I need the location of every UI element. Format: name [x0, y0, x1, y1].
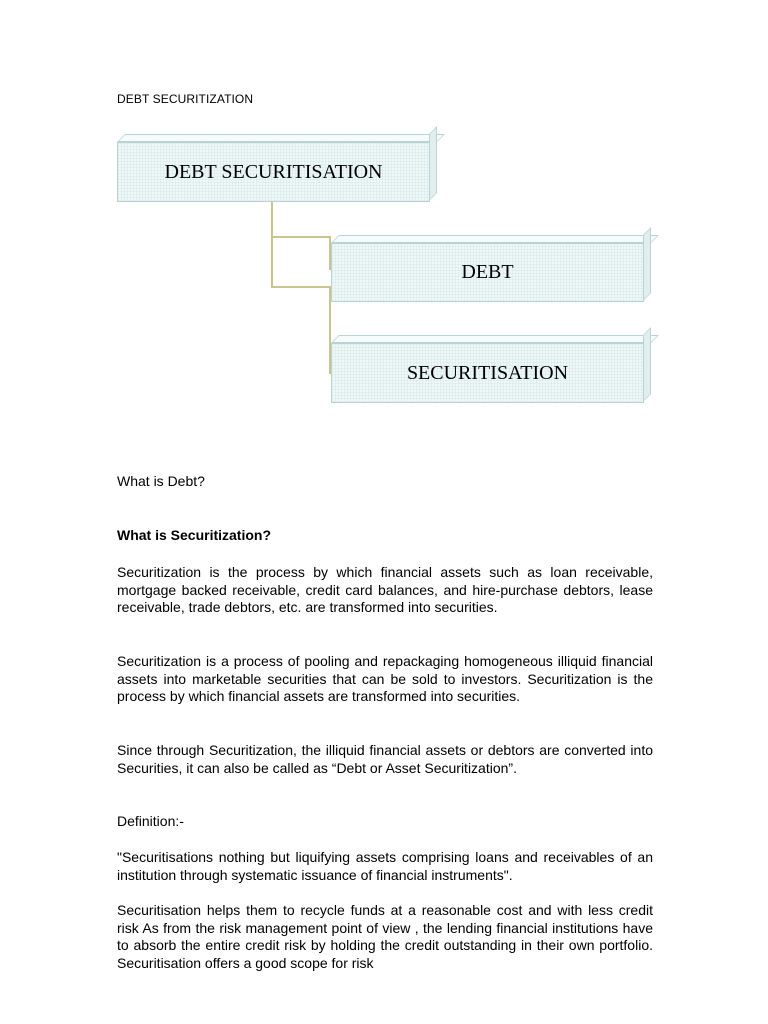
definition-label: Definition:-: [117, 813, 184, 829]
question-securitization: What is Securitization?: [117, 527, 272, 543]
root-box-label: DEBT SECURITISATION: [164, 160, 383, 183]
connector-trunk: [271, 202, 273, 288]
root-box-side: [429, 126, 437, 201]
child1-box-top: [331, 235, 659, 243]
child2-box: [331, 343, 644, 403]
child2-box-label: SECURITISATION: [406, 361, 569, 384]
connector-branch-2: [271, 286, 331, 288]
paragraph-3: Since through Securitization, the illiquid financial assets or debtors are converted into Securities, it can also be called as “Debt or Asset Securitization”.: [117, 742, 653, 776]
child2-box-side: [643, 327, 651, 402]
root-box-top: [117, 134, 445, 142]
paragraph-4: "Securitisations nothing but liquifying assets comprising loans and receivables of an institution through systematic issuance of financial instruments".: [117, 849, 653, 883]
child1-box: [331, 243, 644, 302]
connector-branch-1: [271, 236, 331, 238]
child1-box-side: [643, 227, 651, 301]
paragraph-5: Securitisation helps them to recycle funds at a reasonable cost and with less credit risk As from the risk management point of view , the lending financial institutions have to absorb the entire credit risk by holding the credit outstanding in their own portfolio. Securitisation offers a good scope for risk: [117, 902, 653, 971]
child2-box-top: [331, 335, 659, 343]
paragraph-2: Securitization is a process of pooling and repackaging homogeneous illiquid financial assets into marketable securities that can be sold to investors. Securitization is the process by which financial assets are transformed into securities.: [117, 653, 653, 705]
page-heading: DEBT SECURITIZATION: [117, 92, 254, 106]
child1-box-label: DEBT: [461, 261, 514, 283]
question-debt: What is Debt?: [117, 473, 205, 489]
root-box: [117, 142, 430, 202]
paragraph-1: Securitization is the process by which financial assets such as loan receivable, mortgage backed receivable, credit card balances, and hire-purchase debtors, lease receivable, trade debtors, etc. are transformed into securities.: [117, 564, 653, 616]
